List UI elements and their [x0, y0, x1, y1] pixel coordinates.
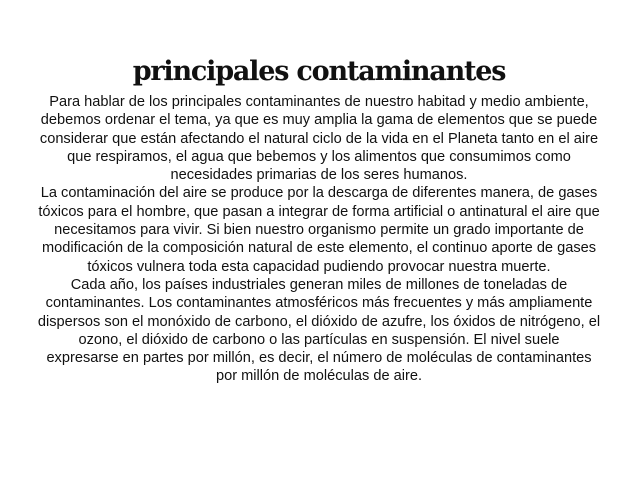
- body-line: necesidades primarias de los seres humanos.: [170, 167, 468, 184]
- body-line: dispersos son el monóxido de carbono, el dióxido de azufre, los óxidos de nitrógeno, el: [37, 313, 601, 330]
- body-line: Cada año, los países industriales generan miles de millones de toneladas de: [70, 276, 568, 293]
- body-line: modificación de la composición natural de este elemento, el continuo aporte de gases: [41, 240, 597, 257]
- body-line: tóxicos vulnera toda esta capacidad pudiendo provocar nuestra muerte.: [87, 258, 551, 275]
- slide-body-text: [2, 93, 636, 386]
- body-line: Para hablar de los principales contaminantes de nuestro habitad y medio ambiente,: [49, 94, 589, 110]
- body-line: por millón de moléculas de aire.: [215, 368, 423, 385]
- body-line: expresarse en partes por millón, es decir, el número de moléculas de contaminantes: [46, 350, 592, 367]
- slide-title: principales contaminantes: [132, 56, 506, 87]
- body-line: debemos ordenar el tema, ya que es muy amplia la gama de elementos que se puede: [40, 112, 598, 129]
- body-line: contaminantes. Los contaminantes atmosféricos más frecuentes y más ampliamente: [45, 295, 593, 312]
- body-line: tóxicos para el hombre, que pasan a integrar de forma artificial o antinatural el aire que: [38, 203, 600, 220]
- body-line: ozono, el dióxido de carbono o las partículas en suspensión. El nivel suele: [78, 331, 560, 348]
- body-line: que respiramos, el agua que bebemos y los alimentos que consumimos como: [67, 148, 571, 165]
- body-line: La contaminación del aire se produce por la descarga de diferentes manera, de gases: [40, 185, 598, 202]
- body-line: necesitamos para vivir. Si bien nuestro organismo permite un grado importante de: [54, 222, 584, 239]
- body-line: considerar que están afectando el natural ciclo de la vida en el Planeta tanto en el aire: [39, 130, 599, 147]
